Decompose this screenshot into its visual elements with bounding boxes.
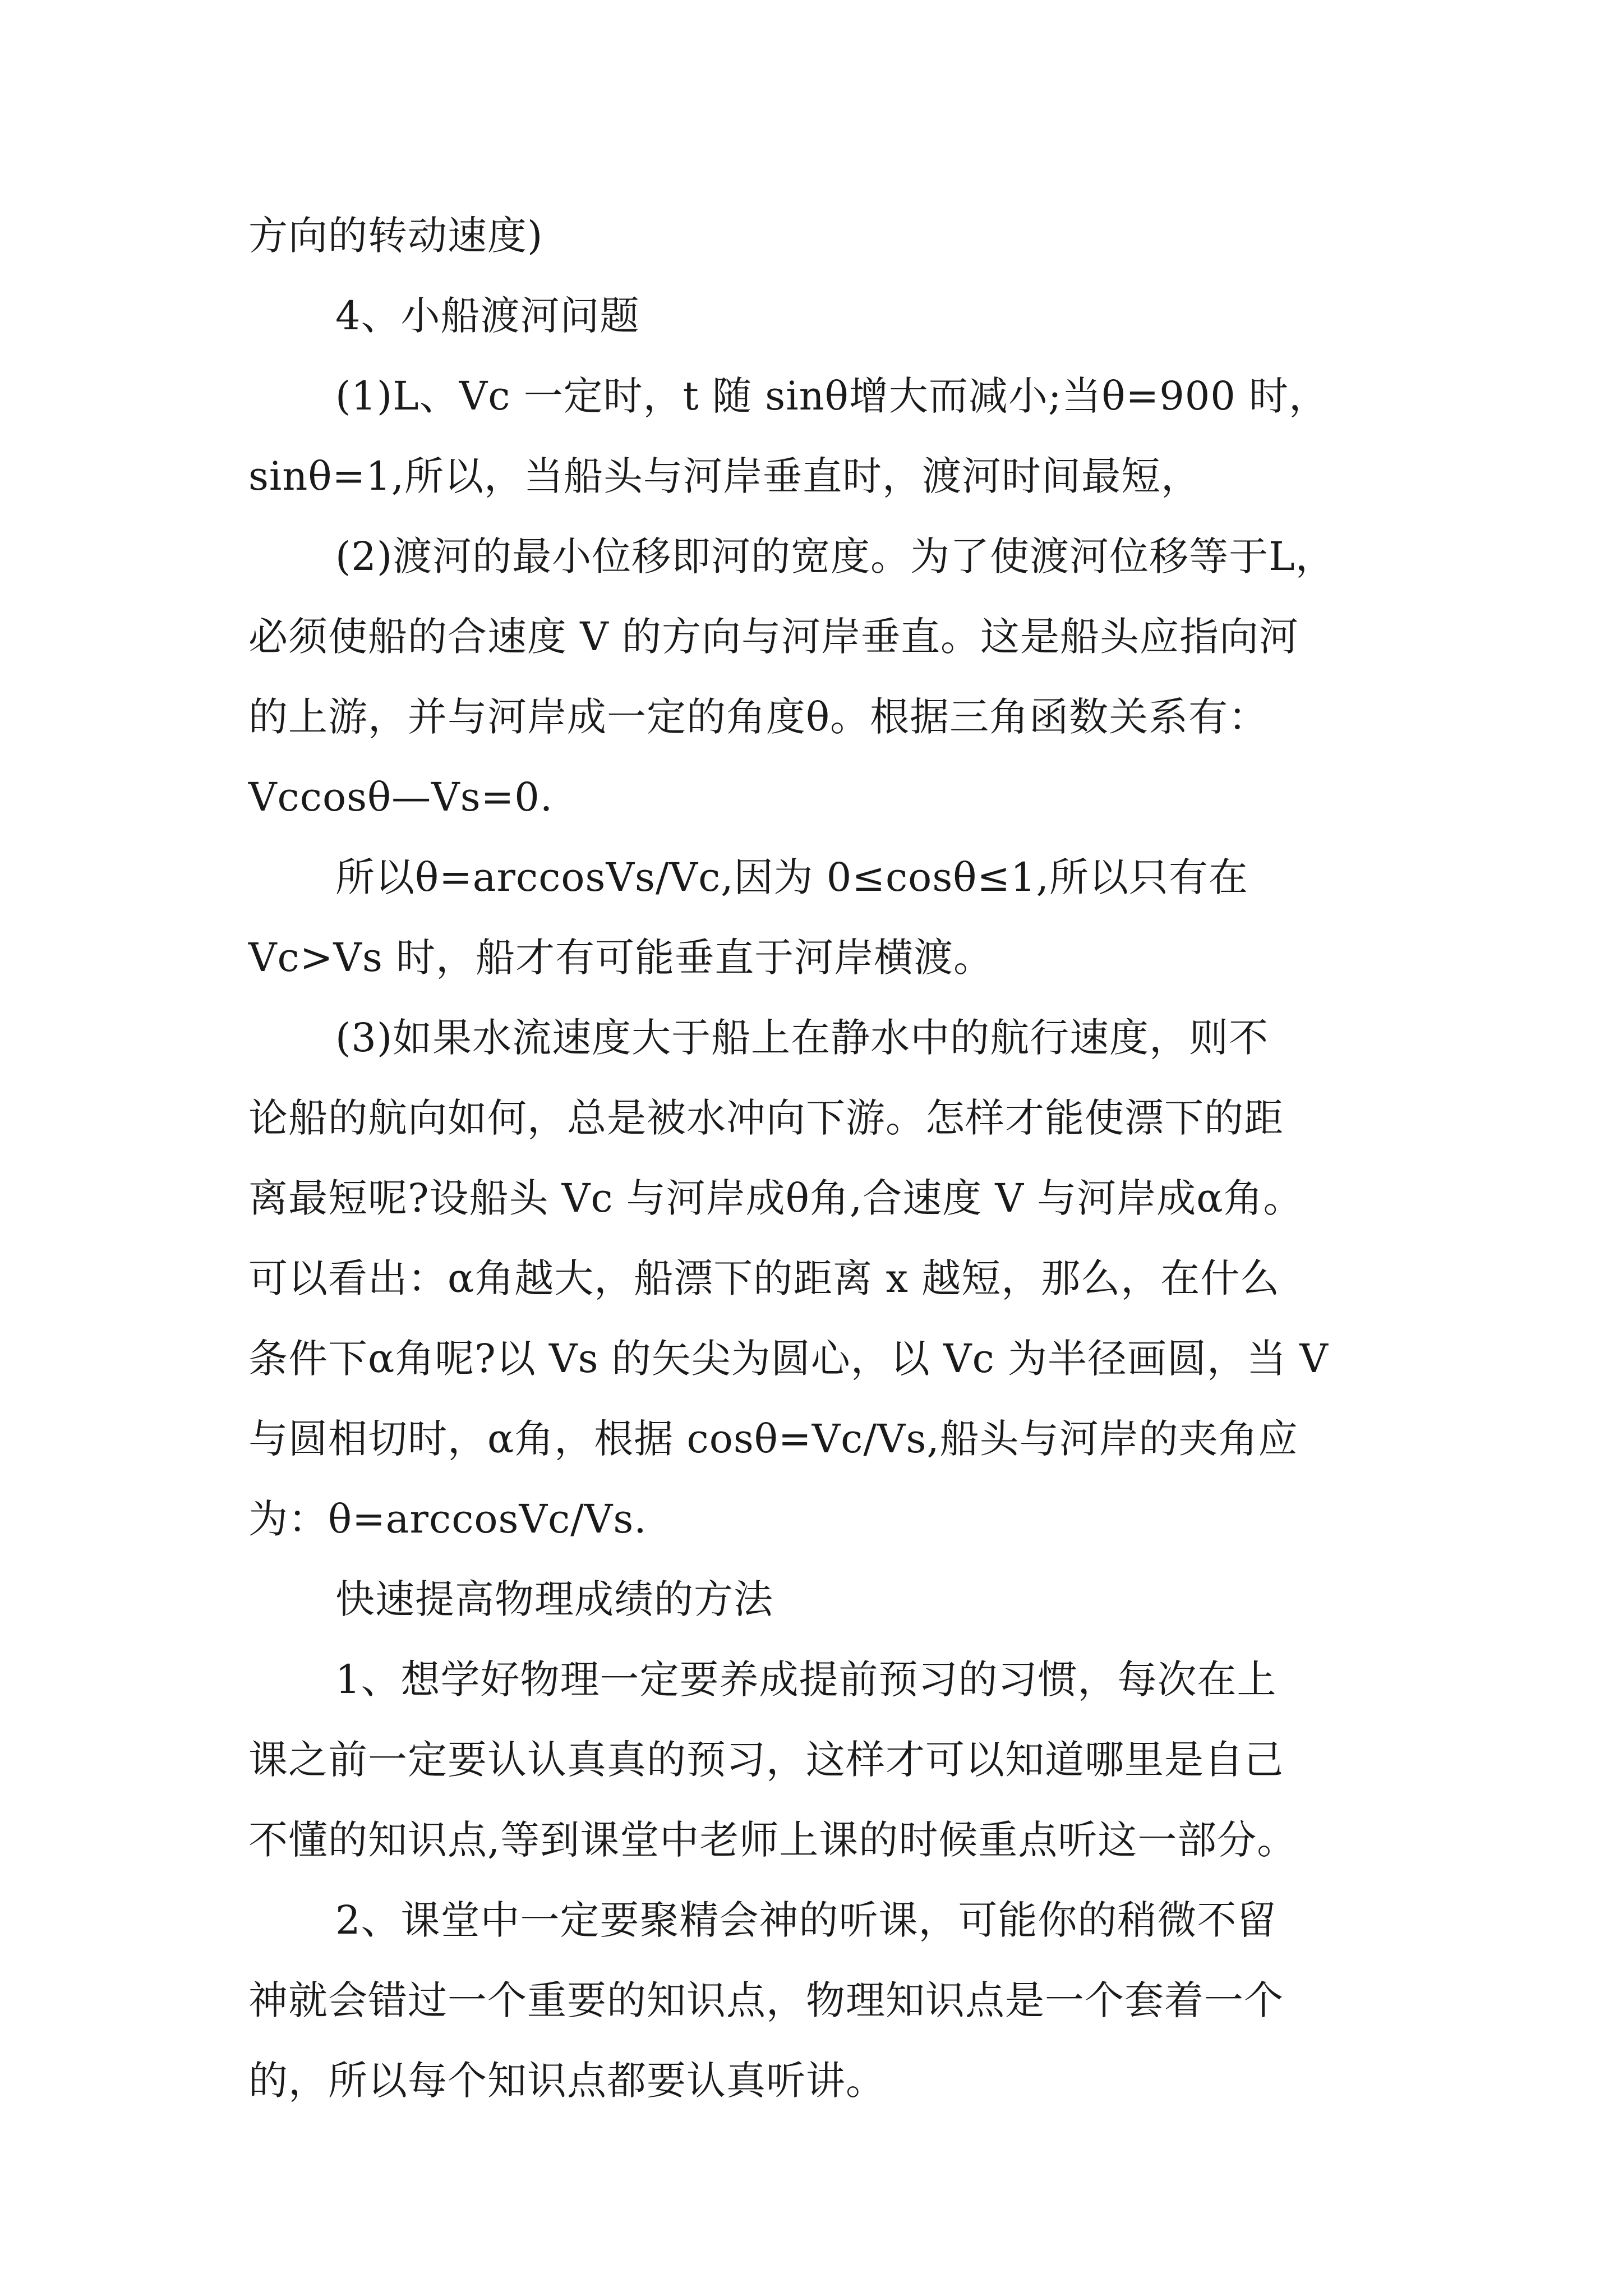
section-heading: 4、小船渡河问题 [335,293,640,339]
text-line: 2、课堂中一定要聚精会神的听课，可能你的稍微不留 [335,1897,1277,1943]
text-line: 方向的转动速度) [248,213,543,259]
text-line: 与圆相切时，α角，根据 cosθ=Vc/Vs,船头与河岸的夹角应 [248,1416,1298,1462]
text-line: 1、想学好物理一定要养成提前预习的习惯，每次在上 [335,1657,1277,1703]
text-line: 课之前一定要认认真真的预习，这样才可以知道哪里是自己 [248,1737,1284,1783]
text-line: (3)如果水流速度大于船上在静水中的航行速度，则不 [335,1015,1269,1061]
text-line: Vc>Vs 时，船才有可能垂直于河岸横渡。 [248,935,994,981]
text-line: sinθ=1,所以，当船头与河岸垂直时，渡河时间最短， [248,453,1201,499]
section-heading: 快速提高物理成绩的方法 [335,1576,773,1622]
text-line: 的上游，并与河岸成一定的角度θ。根据三角函数关系有： [248,694,1269,740]
text-line: 论船的航向如何，总是被水冲向下游。怎样才能使漂下的距 [248,1095,1284,1141]
text-line: 为：θ=arccosVc/Vs. [248,1496,647,1542]
text-line: 神就会错过一个重要的知识点，物理知识点是一个套着一个 [248,1977,1284,2023]
text-line: 所以θ=arccosVs/Vc,因为 0≤cosθ≤1,所以只有在 [335,854,1248,900]
text-line: (2)渡河的最小位移即河的宽度。为了使渡河位移等于L， [335,533,1335,579]
text-line: 的，所以每个知识点都要认真听讲。 [248,2058,886,2104]
text-line: 不懂的知识点,等到课堂中老师上课的时候重点听这一部分。 [248,1817,1297,1863]
formula-line: Vccosθ—Vs=0. [248,774,554,820]
text-line: 离最短呢?设船头 Vc 与河岸成θ角,合速度 V 与河岸成α角。 [248,1175,1303,1221]
text-line: 条件下α角呢?以 Vs 的矢尖为圆心，以 Vc 为半径画圆，当 V [248,1336,1329,1382]
text-line: 可以看出：α角越大，船漂下的距离 x 越短，那么，在什么 [248,1255,1280,1301]
text-line: (1)L、Vc 一定时，t 随 sinθ增大而减小;当θ=900 时， [335,373,1329,419]
text-line: 必须使船的合速度 V 的方向与河岸垂直。这是船头应指向河 [248,614,1299,660]
